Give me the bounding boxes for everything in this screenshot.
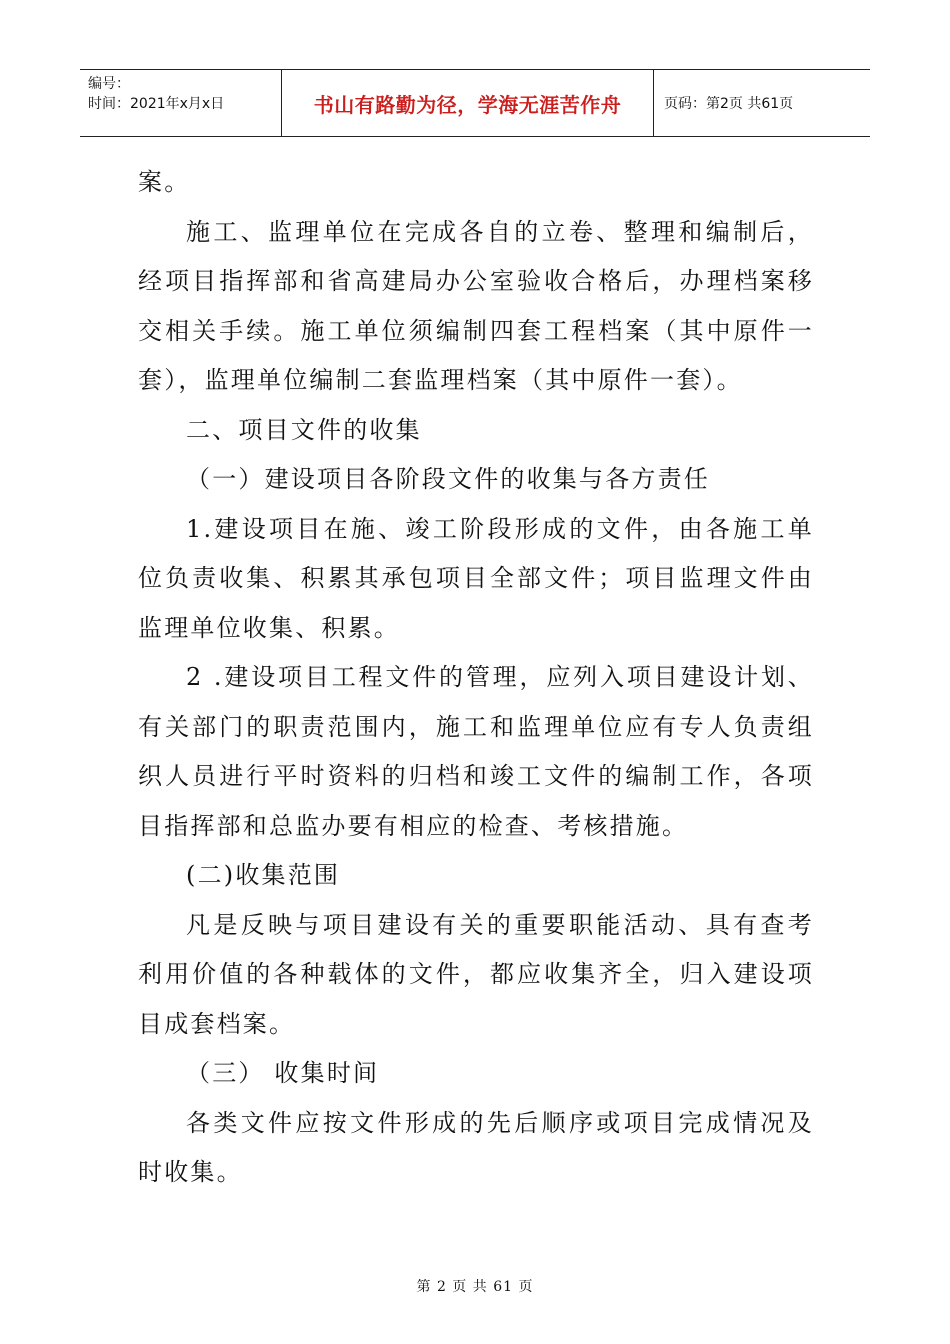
section-heading-collection: 二、项目文件的收集 xyxy=(186,415,422,444)
page-header xyxy=(80,69,870,137)
header-page-info: 页码：第2页 共61页 xyxy=(664,96,794,112)
header-meta-cell xyxy=(80,70,282,136)
paragraph-item-1: 1.建设项目在施、竣工阶段形成的文件，由各施工单位负责收集、积累其承包项目全部文件；项目监理文件由监理单位收集、积累。 xyxy=(138,514,814,642)
subsection-heading-scope: (二)收集范围 xyxy=(186,861,341,889)
header-page-cell xyxy=(654,70,870,136)
document-number-label: 编号： xyxy=(88,76,130,92)
page-footer: 第 2 页 共 61 页 xyxy=(416,1279,534,1295)
subsection-heading-timing: （三） 收集时间 xyxy=(186,1059,380,1087)
subsection-heading-responsibility: （一）建设项目各阶段文件的收集与各方责任 xyxy=(186,465,710,493)
paragraph-scope: 凡是反映与项目建设有关的重要职能活动、具有查考利用价值的各种载体的文件，都应收集齐全，归入建设项目成套档案。 xyxy=(138,910,814,1038)
paragraph-continuation: 案。 xyxy=(138,168,191,196)
header-motto-cell xyxy=(282,70,654,136)
document-body xyxy=(138,158,814,1198)
paragraph-item-2: 2 .建设项目工程文件的管理，应列入项目建设计划、有关部门的职责范围内，施工和监理单位应有专人负责组织人员进行平时资料的归档和竣工文件的编制工作，各项目指挥部和总监办要有相应的检查、考核措施。 xyxy=(138,663,814,840)
paragraph-archive-handover: 施工、监理单位在完成各自的立卷、整理和编制后，经项目指挥部和省高建局办公室验收合格后，办理档案移交相关手续。施工单位须编制四套工程档案（其中原件一套），监理单位编制二套监理档案（其中原件一套）。 xyxy=(138,217,814,394)
header-motto: 书山有路勤为径，学海无涯苦作舟 xyxy=(313,92,622,117)
paragraph-timing: 各类文件应按文件形成的先后顺序或项目完成情况及时收集。 xyxy=(138,1108,814,1186)
document-time-label: 时间：2021年x月x日 xyxy=(88,96,225,112)
